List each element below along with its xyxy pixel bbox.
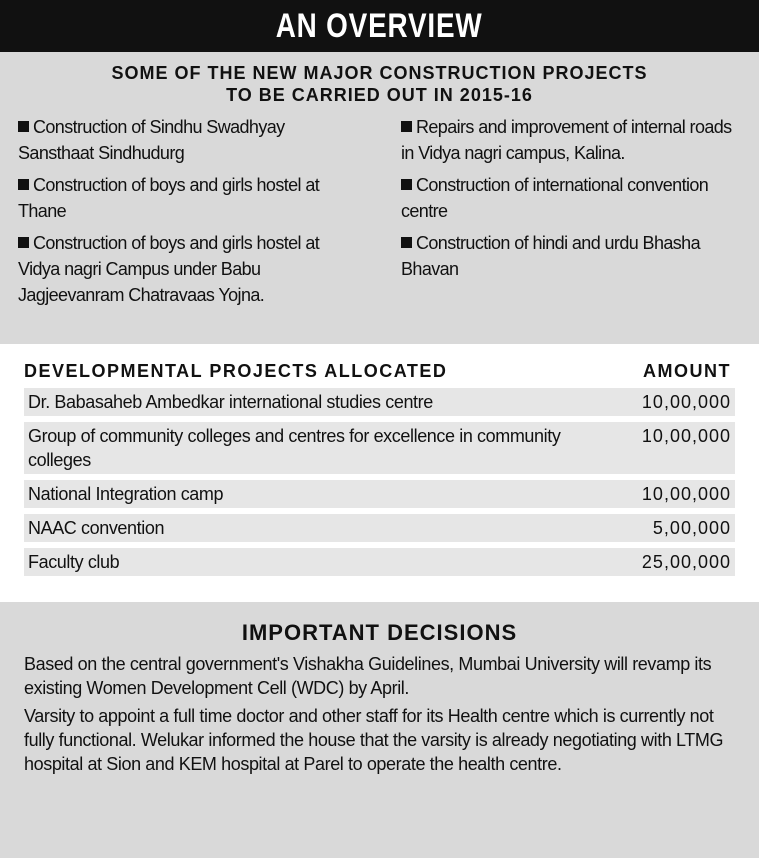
construction-item-text: Repairs and improvement of internal roads in Vidya nagri campus, Kalina. bbox=[401, 117, 732, 163]
construction-right-column bbox=[401, 114, 741, 314]
column-header-amount: AMOUNT bbox=[643, 361, 731, 381]
square-bullet-icon bbox=[18, 237, 29, 248]
square-bullet-icon bbox=[401, 121, 412, 132]
construction-columns bbox=[18, 114, 741, 314]
square-bullet-icon bbox=[18, 179, 29, 190]
project-name: NAAC convention bbox=[28, 518, 165, 538]
square-bullet-icon bbox=[401, 179, 412, 190]
construction-section-title bbox=[18, 62, 741, 106]
project-name: Faculty club bbox=[28, 552, 120, 572]
table-row bbox=[24, 388, 735, 416]
construction-item-text: Construction of Sindhu Swadhyay Sansthaat Sindhudurg bbox=[18, 117, 285, 163]
construction-title-line-1: SOME OF THE NEW MAJOR CONSTRUCTION PROJECTS bbox=[111, 63, 648, 83]
square-bullet-icon bbox=[18, 121, 29, 132]
construction-item bbox=[401, 114, 741, 166]
construction-projects-section bbox=[0, 52, 759, 347]
construction-item-text: Construction of boys and girls hostel at Vidya nagri Campus under Babu Jagjeevanram Chatravaas Yojna. bbox=[18, 233, 320, 305]
construction-item bbox=[401, 230, 741, 282]
project-amount: 10,00,000 bbox=[641, 484, 731, 504]
table-row bbox=[24, 480, 735, 508]
project-amount: 10,00,000 bbox=[641, 392, 731, 412]
table-row bbox=[24, 548, 735, 576]
construction-left-column bbox=[18, 114, 363, 314]
header-band bbox=[0, 0, 759, 52]
important-decisions-section bbox=[0, 602, 759, 858]
decisions-title: IMPORTANT DECISIONS bbox=[241, 620, 518, 645]
project-name: Group of community colleges and centres for excellence in community colleges bbox=[28, 426, 561, 470]
projects-table-header bbox=[24, 361, 735, 382]
construction-title-line-2: TO BE CARRIED OUT IN 2015-16 bbox=[226, 85, 533, 105]
decision-paragraph: Varsity to appoint a full time doctor and other staff for its Health centre which is currently not fully functional. Welukar informed the house that the varsity is already negotiating with LTMG hospital at Sion and KEM hospital at Parel to operate the health centre. bbox=[24, 706, 724, 774]
project-amount: 10,00,000 bbox=[641, 426, 731, 446]
project-name: Dr. Babasaheb Ambedkar international studies centre bbox=[28, 392, 433, 412]
projects-table-section bbox=[0, 347, 759, 599]
project-amount: 5,00,000 bbox=[652, 518, 731, 538]
square-bullet-icon bbox=[401, 237, 412, 248]
construction-item-text: Construction of boys and girls hostel at Thane bbox=[18, 175, 320, 221]
construction-item bbox=[18, 172, 363, 224]
construction-item-text: Construction of hindi and urdu Bhasha Bhavan bbox=[401, 233, 701, 279]
table-row bbox=[24, 514, 735, 542]
decision-paragraph: Based on the central government's Vishakha Guidelines, Mumbai University will revamp its existing Women Development Cell (WDC) by April. bbox=[24, 654, 712, 698]
project-name: National Integration camp bbox=[28, 484, 224, 504]
page-title: AN OVERVIEW bbox=[276, 6, 483, 45]
table-row bbox=[24, 422, 735, 474]
construction-item bbox=[18, 114, 363, 166]
project-amount: 25,00,000 bbox=[641, 552, 731, 572]
construction-item-text: Construction of international convention centre bbox=[401, 175, 709, 221]
column-header-project: DEVELOPMENTAL PROJECTS ALLOCATED bbox=[24, 361, 448, 381]
construction-item bbox=[401, 172, 741, 224]
construction-item bbox=[18, 230, 363, 308]
